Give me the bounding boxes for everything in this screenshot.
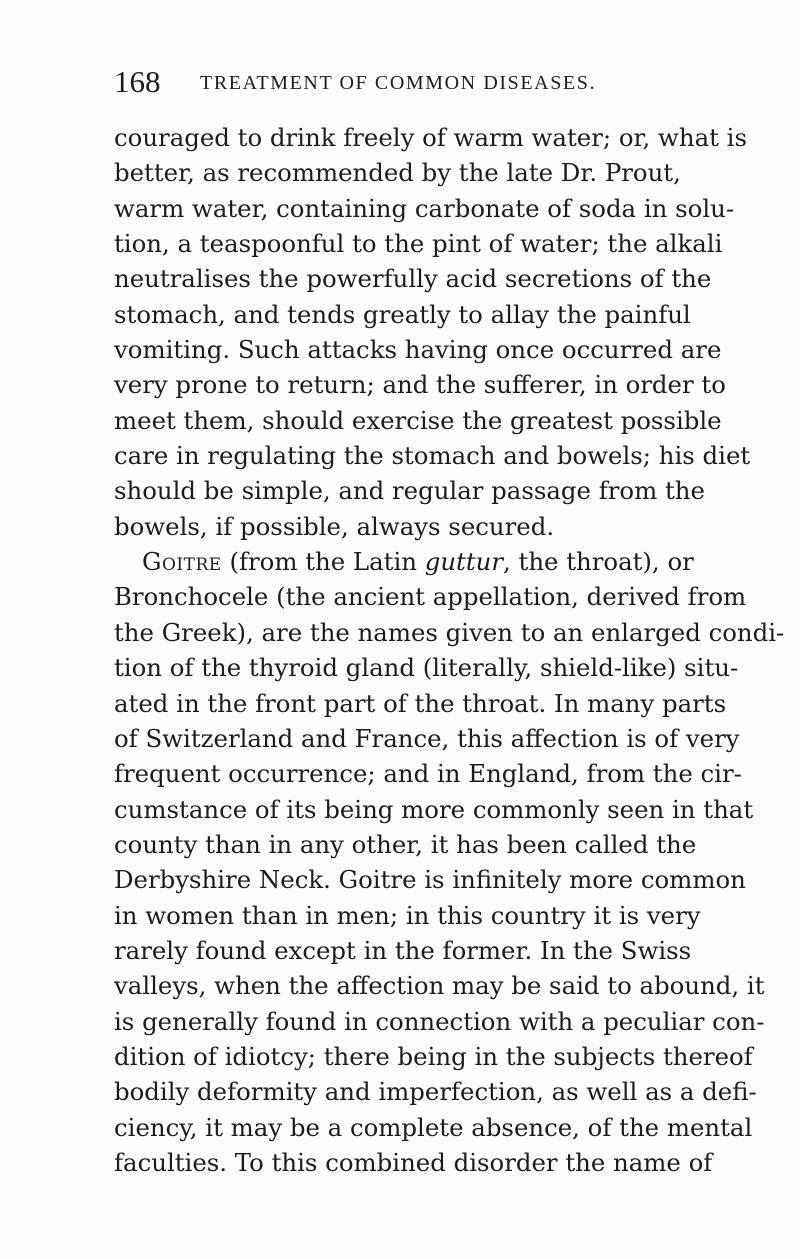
- text-line: valleys, when the affection may be said to abound, it: [114, 971, 765, 1001]
- text-line: vomiting. Such attacks having once occurred are: [114, 335, 722, 365]
- goitre-term: Goitre: [142, 547, 222, 577]
- text-line: bodily deformity and imperfection, as well as a defi-: [114, 1077, 757, 1107]
- text-line: Derbyshire Neck. Goitre is infinitely more common: [114, 865, 746, 895]
- text-line: ated in the front part of the throat. In many parts: [114, 688, 727, 718]
- text-line: Bronchocele (the ancient appellation, derived from: [114, 582, 747, 612]
- running-head: [114, 64, 674, 100]
- text-line: of Switzerland and France, this affection is of very: [114, 723, 740, 753]
- running-title: TREATMENT OF COMMON DISEASES.: [200, 72, 597, 94]
- text-line: very prone to return; and the sufferer, in order to: [114, 370, 726, 400]
- page-number: 168: [114, 64, 161, 99]
- text-line: dition of idiotcy; there being in the subjects thereof: [114, 1041, 753, 1071]
- text-line: ciency, it may be a complete absence, of the mental: [114, 1112, 753, 1142]
- text-line: is generally found in connection with a peculiar con-: [114, 1006, 765, 1036]
- text-line: frequent occurrence; and in England, from the cir-: [114, 759, 742, 789]
- goitre-pre-italic: (from the Latin: [221, 547, 425, 577]
- text-line: county than in any other, it has been called the: [114, 829, 697, 859]
- goitre-paragraph-start: [114, 544, 694, 579]
- text-line: rarely found except in the former. In the Swiss: [114, 935, 692, 965]
- text-line: should be simple, and regular passage from the: [114, 476, 705, 506]
- text-line: the Greek), are the names given to an enlarged condi-: [114, 617, 785, 647]
- text-line: couraged to drink freely of warm water; or, what is: [114, 123, 747, 152]
- goitre-post-italic: , the throat), or: [503, 547, 694, 577]
- text-line: tion of the thyroid gland (literally, shield-like) situ-: [114, 653, 739, 683]
- latin-word-guttur: guttur: [424, 547, 504, 577]
- text-line: tion, a teaspoonful to the pint of water; the alkali: [114, 229, 723, 259]
- text-line: cumstance of its being more commonly seen in that: [114, 794, 754, 824]
- text-line: meet them, should exercise the greatest possible: [114, 405, 722, 435]
- text-line: faculties. To this combined disorder the name of: [114, 1147, 713, 1177]
- text-line: care in regulating the stomach and bowels; his diet: [114, 441, 751, 471]
- text-line: better, as recommended by the late Dr. Prout,: [114, 158, 681, 188]
- text-line: in women than in men; in this country it is very: [114, 900, 701, 930]
- body-text: [114, 120, 785, 1180]
- text-line: neutralises the powerfully acid secretions of the: [114, 264, 712, 294]
- text-line: stomach, and tends greatly to allay the painful: [114, 299, 691, 329]
- text-line: warm water, containing carbonate of soda in solu-: [114, 193, 735, 223]
- paragraph-end-line: bowels, if possible, always secured.: [114, 511, 555, 541]
